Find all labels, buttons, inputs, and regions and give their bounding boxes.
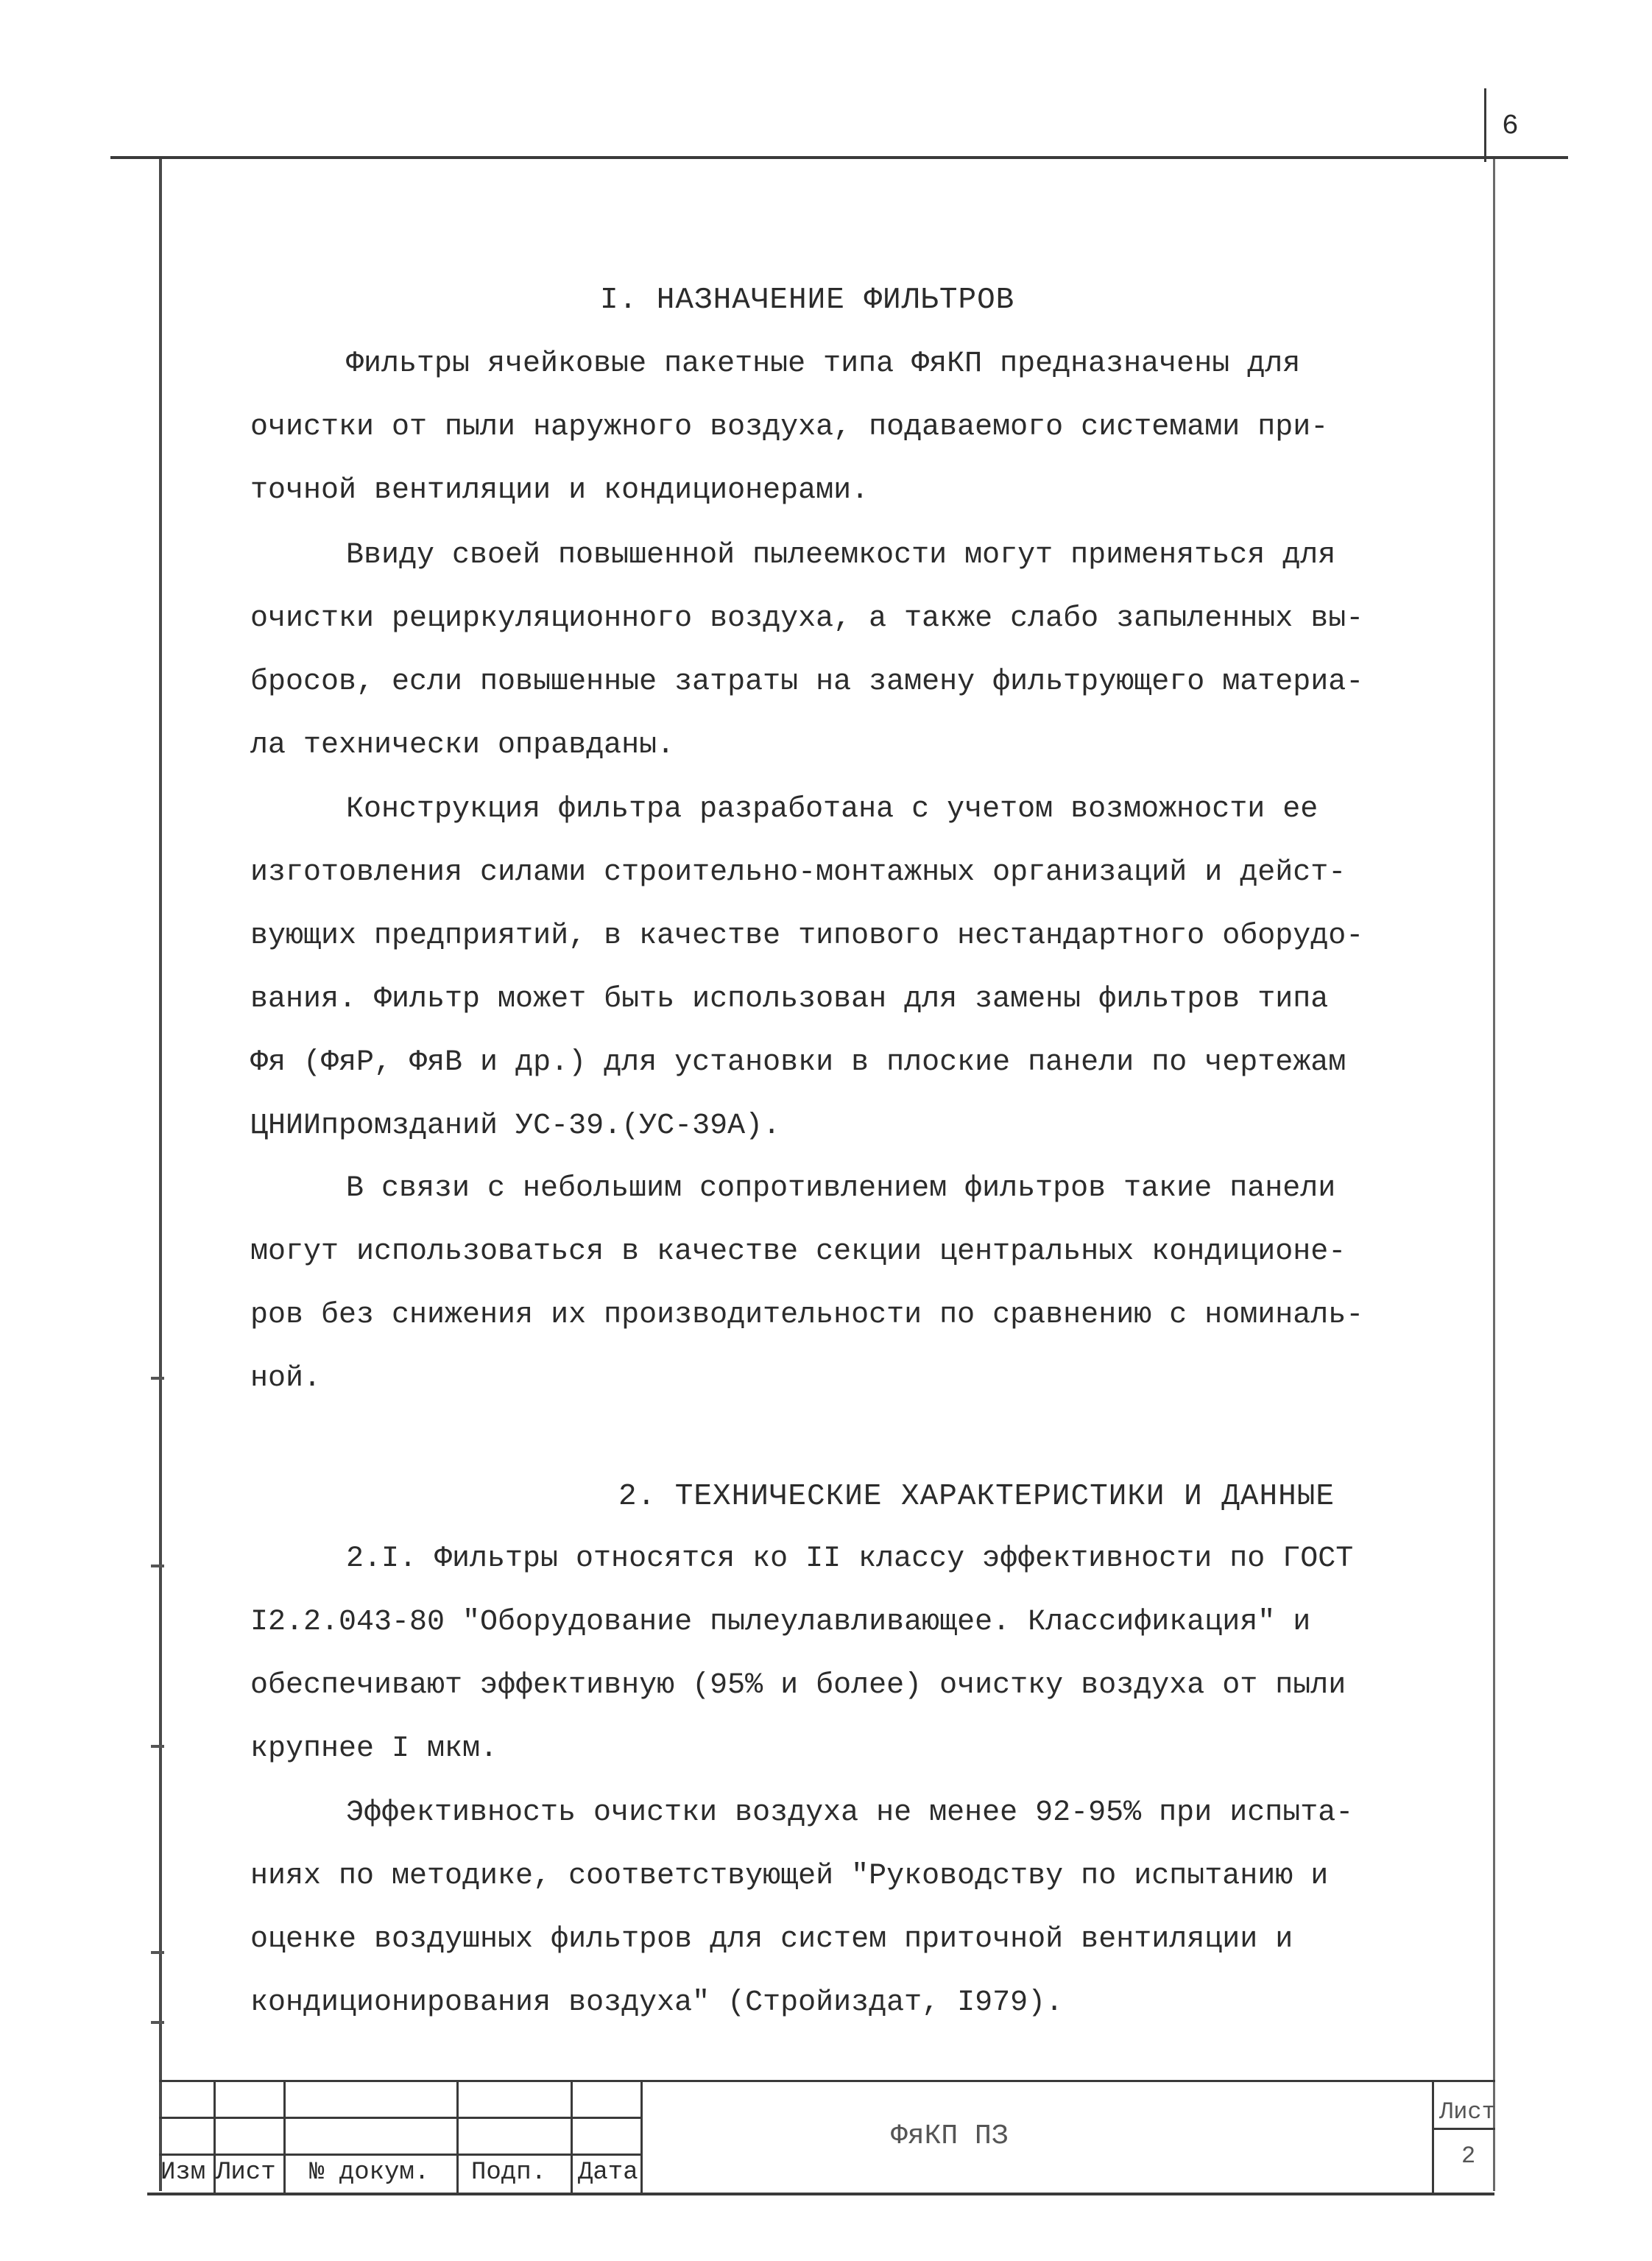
text-line: Ввиду своей повышенной пылеемкости могут применяться для xyxy=(346,539,1336,572)
margin-tick xyxy=(151,2021,164,2024)
text-line: могут использоваться в качестве секции центральных кондиционе- xyxy=(250,1235,1346,1269)
text-line: бросов, если повышенные затраты на замену фильтрующего материа- xyxy=(250,666,1364,699)
text-line: точной вентиляции и кондиционерами. xyxy=(250,474,869,507)
column-label-change: Изм xyxy=(160,2159,206,2187)
text-line: Эффективность очистки воздуха не менее 92-95% при испыта- xyxy=(346,1796,1354,1830)
title-block-line xyxy=(159,2154,641,2156)
section-2-paragraph-1 xyxy=(250,1528,1458,1781)
margin-tick xyxy=(151,1745,164,1748)
text-line: очистки от пыли наружного воздуха, подаваемого системами при- xyxy=(250,411,1329,444)
column-label-sheet: Лист xyxy=(216,2159,276,2187)
text-line: вующих предприятий, в качестве типового нестандартного оборудо- xyxy=(250,920,1364,953)
text-line: ЦНИИпромзданий УС-39.(УС-39А). xyxy=(250,1110,781,1143)
sheet-label: Лист xyxy=(1439,2098,1496,2126)
title-block-line xyxy=(640,2080,643,2194)
frame-left-border xyxy=(159,159,162,2191)
column-label-doc-number: № докум. xyxy=(309,2159,430,2187)
text-line: Фя (ФяР, ФяВ и др.) для установки в плоские панели по чертежам xyxy=(250,1046,1346,1079)
margin-tick xyxy=(151,1565,164,1567)
text-line: В связи с небольшим сопротивлением фильтров такие панели xyxy=(346,1172,1336,1205)
text-line: крупнее I мкм. xyxy=(250,1732,498,1766)
text-line: очистки рециркуляционного воздуха, а также слабо запыленных вы- xyxy=(250,602,1364,635)
text-line: ниях по методике, соответствующей "Руководству по испытанию и xyxy=(250,1860,1329,1893)
title-block-line xyxy=(571,2080,573,2194)
text-line: ной. xyxy=(250,1362,322,1395)
text-line: оценке воздушных фильтров для систем приточной вентиляции и xyxy=(250,1923,1293,1956)
text-line: ров без снижения их производительности по сравнению с номиналь- xyxy=(250,1299,1364,1332)
section-1-paragraph-2 xyxy=(250,524,1458,777)
margin-tick xyxy=(151,1377,164,1380)
title-block-line xyxy=(456,2080,459,2194)
page-number-divider xyxy=(1484,88,1486,162)
title-block-line xyxy=(159,2080,1495,2082)
text-line: изготовления силами строительно-монтажных организаций и дейст- xyxy=(250,856,1346,889)
title-block-line xyxy=(283,2080,286,2194)
text-line: I2.2.043-80 "Оборудование пылеулавливающее. Классификация" и xyxy=(250,1606,1311,1639)
section-2-heading: 2. ТЕХНИЧЕСКИЕ ХАРАКТЕРИСТИКИ И ДАННЫЕ xyxy=(618,1480,1335,1514)
section-1-paragraph-1 xyxy=(250,333,1458,523)
text-line: кондиционирования воздуха" (Стройиздат, I979). xyxy=(250,1986,1064,2020)
frame-top-border xyxy=(110,156,1568,159)
text-line: Конструкция фильтра разработана с учетом возможности ее xyxy=(346,793,1319,826)
sheet-number: 2 xyxy=(1461,2142,1476,2170)
text-line: 2.I. Фильтры относятся ко II классу эффективности по ГОСТ xyxy=(346,1542,1354,1576)
section-2-paragraph-2 xyxy=(250,1782,1458,2035)
column-label-date: Дата xyxy=(578,2159,638,2187)
section-1-paragraph-3 xyxy=(250,778,1458,1158)
text-line: Фильтры ячейковые пакетные типа ФяКП предназначены для xyxy=(346,348,1301,381)
title-block-line xyxy=(1432,2080,1434,2194)
text-line: обеспечивают эффективную (95% и более) очистку воздуха от пыли xyxy=(250,1669,1346,1702)
frame-right-border xyxy=(1493,159,1495,2191)
text-line: вания. Фильтр может быть использован для замены фильтров типа xyxy=(250,983,1329,1016)
page-number: 6 xyxy=(1502,110,1519,142)
document-code: ФяКП ПЗ xyxy=(891,2120,1009,2152)
text-line: ла технически оправданы. xyxy=(250,729,675,762)
section-1-heading: I. НАЗНАЧЕНИЕ ФИЛЬТРОВ xyxy=(600,283,1015,317)
column-label-signature: Подп. xyxy=(471,2159,547,2187)
title-block-line xyxy=(1432,2128,1495,2130)
title-block-line xyxy=(159,2117,641,2119)
section-1-paragraph-4 xyxy=(250,1157,1458,1411)
frame-bottom-border xyxy=(147,2193,1494,2195)
margin-tick xyxy=(151,1951,164,1954)
